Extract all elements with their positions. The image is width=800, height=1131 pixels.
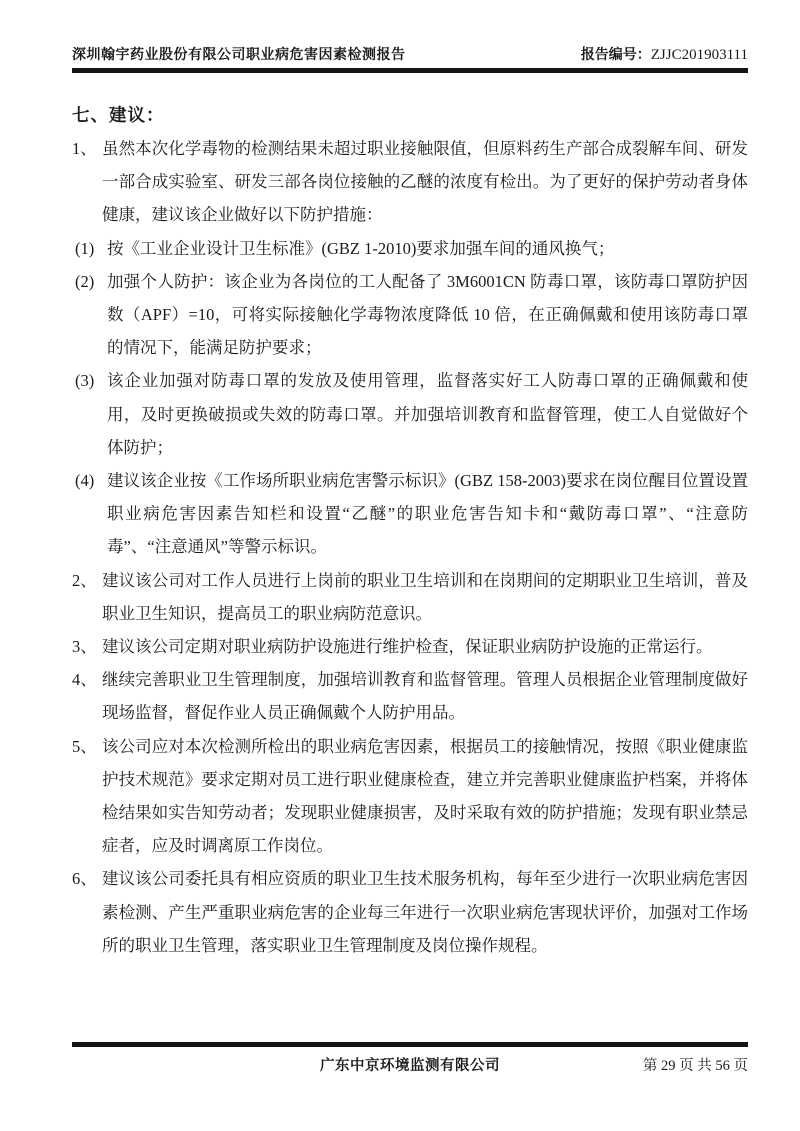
item-marker: (4) [75, 471, 95, 491]
item-text: 建议该企业按《工作场所职业病危害警示标识》(GBZ 158-2003)要求在岗位醒目位置设置职业病危害因素告知栏和设置“乙醚”的职业危害告知卡和“戴防毒口罩”、“注意防毒”、“注意通风”等警示标识。 [107, 471, 748, 557]
item-text: 加强个人防护：该企业为各岗位的工人配备了 3M6001CN 防毒口罩，该防毒口罩防护因数（APF）=10，可将实际接触化学毒物浓度降低 10 倍，在正确佩戴和使用该防毒口罩的情况下，能满足防护要求； [107, 271, 748, 358]
page-footer [72, 1042, 748, 1075]
item-marker: 4、 [72, 670, 97, 690]
list-item [72, 564, 748, 630]
item-text: 按《工业企业设计卫生标准》(GBZ 1-2010)要求加强车间的通风换气； [107, 238, 615, 258]
list-item [72, 232, 748, 265]
list-item [72, 862, 748, 962]
list-item [72, 132, 748, 232]
item-marker: 1、 [72, 139, 97, 158]
report-number-label: 报告编号： [580, 46, 651, 62]
list-item [72, 364, 748, 464]
document-title: 深圳翰宇药业股份有限公司职业病危害因素检测报告 [72, 46, 406, 62]
page-content [72, 44, 748, 962]
report-number-value: ZJJC201903111 [650, 47, 748, 63]
item-marker: (3) [75, 371, 95, 391]
list-item [72, 265, 748, 365]
item-marker: 5、 [72, 736, 97, 756]
item-text: 建议该公司对工作人员进行上岗前的职业卫生培训和在岗期间的定期职业卫生培训，普及职业卫生知识，提高员工的职业病防范意识。 [102, 570, 748, 623]
item-text: 该企业加强对防毒口罩的发放及使用管理，监督落实好工人防毒口罩的正确佩戴和使用，及时更换破损或失效的防毒口罩。并加强培训教育和监督管理，使工人自觉做好个体防护； [107, 371, 748, 457]
item-marker: 6、 [72, 869, 97, 889]
item-marker: 3、 [72, 637, 97, 657]
list-item [72, 630, 748, 663]
page-header [72, 44, 748, 73]
item-text: 继续完善职业卫生管理制度，加强培训教育和监督管理。管理人员根据企业管理制度做好现场监督，督促作业人员正确佩戴个人防护用品。 [102, 670, 748, 723]
suggestion-list [72, 132, 748, 962]
item-text: 虽然本次化学毒物的检测结果未超过职业接触限值，但原料药生产部合成裂解车间、研发一部合成实验室、研发三部各岗位接触的乙醚的浓度有检出。为了更好的保护劳动者身体健康，建议该企业做好以下防护措施： [102, 139, 748, 225]
list-item [72, 663, 748, 729]
item-marker: (1) [75, 238, 95, 258]
footer-company-name: 广东中京环境监测有限公司 [320, 1058, 500, 1074]
item-text: 该公司应对本次检测所检出的职业病危害因素，根据员工的接触情况，按照《职业健康监护技术规范》要求定期对员工进行职业健康检查，建立并完善职业健康监护档案，并将体检结果如实告知劳动者；发现职业健康损害，及时采取有效的防护措施；发现有职业禁忌症者，应及时调离原工作岗位。 [102, 736, 748, 856]
item-text: 建议该公司委托具有相应资质的职业卫生技术服务机构，每年至少进行一次职业病危害因素检测、产生严重职业病危害的企业每三年进行一次职业病危害现状评价，加强对工作场所的职业卫生管理，落实职业卫生管理制度及岗位操作规程。 [102, 869, 748, 955]
report-number [581, 44, 748, 64]
item-marker: 2、 [72, 570, 97, 590]
list-item [72, 464, 748, 564]
footer-page-number: 第 29 页 共 56 页 [642, 1058, 748, 1074]
item-text: 建议该公司定期对职业病防护设施进行维护检查，保证职业病防护设施的正常运行。 [102, 637, 713, 657]
list-item [72, 730, 748, 863]
item-marker: (2) [75, 271, 95, 291]
section-title: 七、建议： [72, 105, 165, 125]
